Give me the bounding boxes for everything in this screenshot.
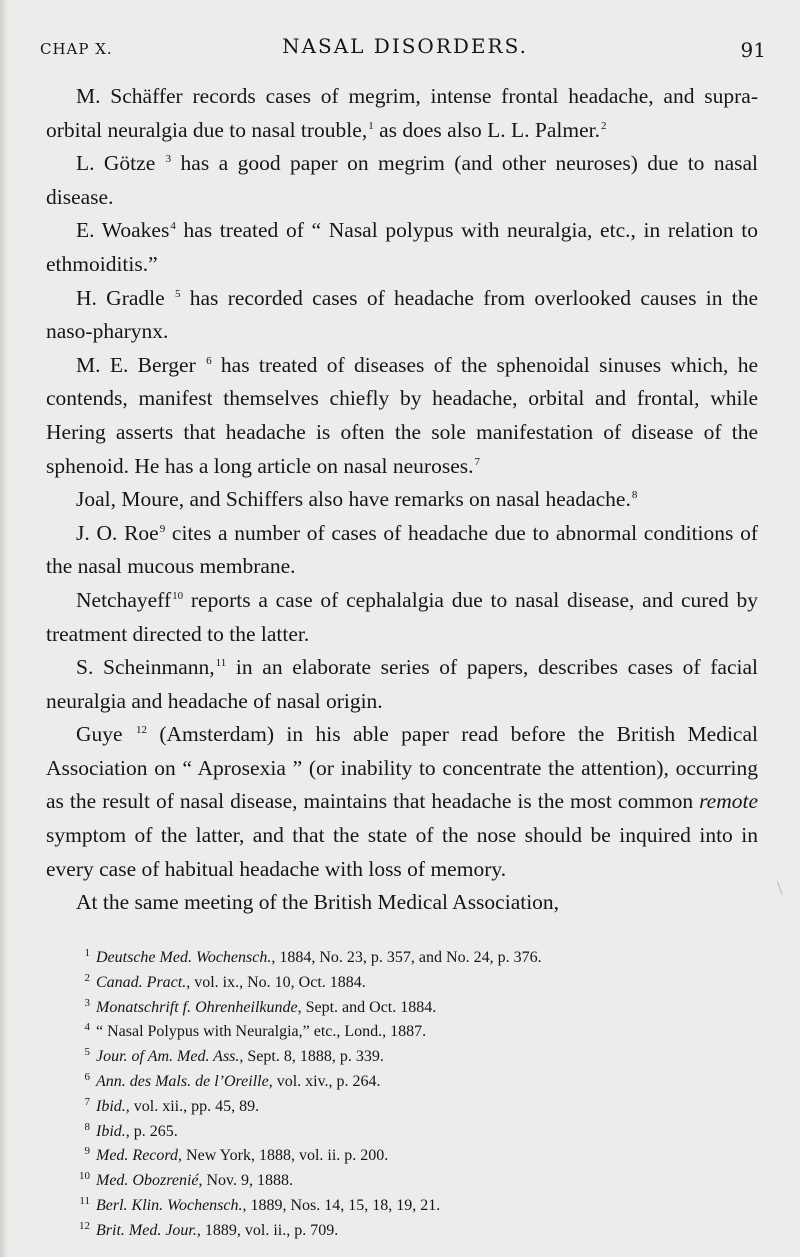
footnote-ref: 3 (165, 153, 172, 166)
text-run: (Amsterdam) in his able paper read before the British Medical Association on “ Aprosexia ” (or inability to concentrate the attention), occurring as the result of nasal disease, maintains that headache is the most common (46, 722, 758, 814)
text-run: Guye (76, 722, 135, 747)
italic-text: Monatschrift f. Ohrenheilkunde (96, 998, 298, 1016)
page-title: NASAL DISORDERS. (282, 34, 528, 58)
text-run: in an elaborate series of papers, describes cases of facial neuralgia and headache of nasal origin. (46, 655, 758, 713)
text-run: M. Schäffer records cases of megrim, intense frontal headache, and supra-orbital neuralgia due to nasal trouble, (46, 84, 758, 142)
footnote (84, 1120, 756, 1145)
italic-text: remote (699, 789, 758, 814)
footnote (84, 996, 756, 1021)
paragraph (46, 651, 758, 718)
italic-text: Jour. of Am. Med. Ass. (96, 1048, 240, 1066)
text-run: E. Woakes (76, 218, 170, 243)
footnote-ref: 8 (631, 489, 638, 502)
footnote-number: 2 (84, 971, 90, 984)
bleed-through-mark (777, 879, 788, 895)
text-run: , vol. ix., No. 10, Oct. 1884. (186, 973, 366, 991)
footnote (84, 946, 756, 971)
paragraph (46, 483, 758, 517)
text-run: , Sept. and Oct. 1884. (297, 998, 437, 1016)
text-run: Netchayeff (76, 587, 172, 612)
paragraph (46, 147, 758, 214)
text-run: , vol. xii., pp. 45, 89. (125, 1097, 260, 1115)
paragraph (46, 584, 758, 651)
text-run: cites a number of cases of headache due to abnormal conditions of the nasal mucous membrane. (46, 520, 759, 579)
footnote (84, 971, 756, 996)
paragraph (46, 349, 758, 483)
footnote (84, 1020, 756, 1045)
footnote-ref: 4 (170, 220, 176, 233)
footnote-number: 4 (84, 1021, 90, 1034)
running-head (40, 34, 770, 62)
text-run: , New York, 1888, vol. ii. p. 200. (178, 1147, 389, 1165)
italic-text: Canad. Pract. (96, 973, 187, 991)
footnote (79, 1169, 756, 1194)
text-run: M. E. Berger (76, 352, 206, 377)
paragraph (46, 214, 758, 281)
footnote (84, 1144, 756, 1169)
text-run: symptom of the latter, and that the state of the nose should be inquired into in every case of habitual headache with loss of memory. (46, 823, 758, 881)
italic-text: Med. Record (96, 1147, 179, 1165)
italic-text: Brit. Med. Jour. (96, 1221, 197, 1239)
footnote (79, 1219, 756, 1244)
paragraph (46, 80, 758, 147)
text-run: reports a case of cephalalgia due to nasal disease, and cured by treatment directed to the latter. (46, 587, 758, 646)
footnote-ref: 1 (368, 119, 374, 132)
footnote-number: 12 (79, 1219, 90, 1232)
paragraph (46, 718, 758, 886)
italic-text: Berl. Klin. Wochensch. (96, 1196, 243, 1214)
text-run: L. Götze (76, 151, 165, 176)
italic-text: Ann. des Mals. de l’Oreille (96, 1072, 269, 1090)
footnote-number: 11 (79, 1194, 90, 1207)
footnote-ref: 11 (215, 657, 227, 670)
footnote-ref: 12 (135, 724, 147, 737)
text-run: , vol. xiv., p. 264. (268, 1072, 381, 1090)
italic-text: Deutsche Med. Wochensch. (96, 949, 272, 966)
footnotes (79, 946, 756, 1244)
italic-text: Ibid. (96, 1122, 126, 1140)
footnote-ref: 10 (172, 589, 184, 602)
footnote-number: 5 (84, 1046, 90, 1059)
footnote-number: 8 (84, 1120, 90, 1133)
body-text (46, 80, 758, 920)
text-run: , p. 265. (125, 1122, 178, 1140)
text-run: , 1889, vol. ii., p. 709. (196, 1221, 339, 1239)
footnote (84, 1095, 756, 1120)
page-number: 91 (740, 38, 766, 62)
paragraph (46, 886, 758, 920)
page-edge-shadow (0, 0, 8, 1257)
text-run: , 1889, Nos. 14, 15, 18, 19, 21. (242, 1196, 441, 1214)
italic-text: Ibid. (96, 1097, 126, 1115)
text-run: , 1884, No. 23, p. 357, and No. 24, p. 376. (271, 949, 542, 966)
footnote-ref: 9 (159, 522, 166, 535)
footnote-number: 1 (84, 947, 90, 959)
text-run: has recorded cases of headache from overlooked causes in the naso-pharynx. (46, 285, 758, 344)
footnote-number: 10 (79, 1170, 90, 1183)
footnote-number: 6 (84, 1070, 90, 1083)
footnote (84, 1045, 756, 1070)
chapter-label: CHAP X. (40, 40, 113, 58)
text-run: H. Gradle (76, 285, 174, 310)
footnote-ref: 5 (174, 287, 181, 300)
footnote-ref: 7 (474, 455, 480, 468)
text-run: Joal, Moure, and Schiffers also have remarks on nasal headache. (76, 487, 631, 512)
text-run: as does also L. L. Palmer. (373, 117, 601, 142)
italic-text: Med. Obozrenié (96, 1172, 199, 1190)
text-run: “ Nasal Polypus with Neuralgia,” etc., Lond., 1887. (96, 1023, 427, 1041)
text-run: , Nov. 9, 1888. (198, 1172, 294, 1190)
paragraph (46, 282, 758, 349)
footnote-ref: 2 (601, 119, 607, 132)
footnote-number: 9 (84, 1145, 90, 1158)
text-run: has a good paper on megrim (and other neuroses) due to nasal disease. (46, 151, 759, 209)
text-run: has treated of diseases of the sphenoidal sinuses which, he contends, manifest themselves chiefly by headache, orbital and frontal, while Hering asserts that headache is often the sole manifestation of disease of the sphenoid. He has a long article on nasal neuroses. (46, 352, 758, 478)
text-run: At the same meeting of the British Medical Association, (76, 890, 560, 915)
text-run: J. O. Roe (76, 520, 159, 545)
text-run: , Sept. 8, 1888, p. 339. (239, 1048, 384, 1066)
footnote-ref: 6 (206, 354, 212, 367)
text-run: S. Scheinmann, (76, 655, 215, 680)
footnote (84, 1070, 756, 1095)
footnote-number: 3 (84, 996, 90, 1009)
footnote-number: 7 (84, 1095, 90, 1108)
text-run: has treated of “ Nasal polypus with neuralgia, etc., in relation to ethmoiditis.” (46, 218, 758, 276)
paragraph (46, 517, 758, 584)
footnote (79, 1194, 756, 1219)
